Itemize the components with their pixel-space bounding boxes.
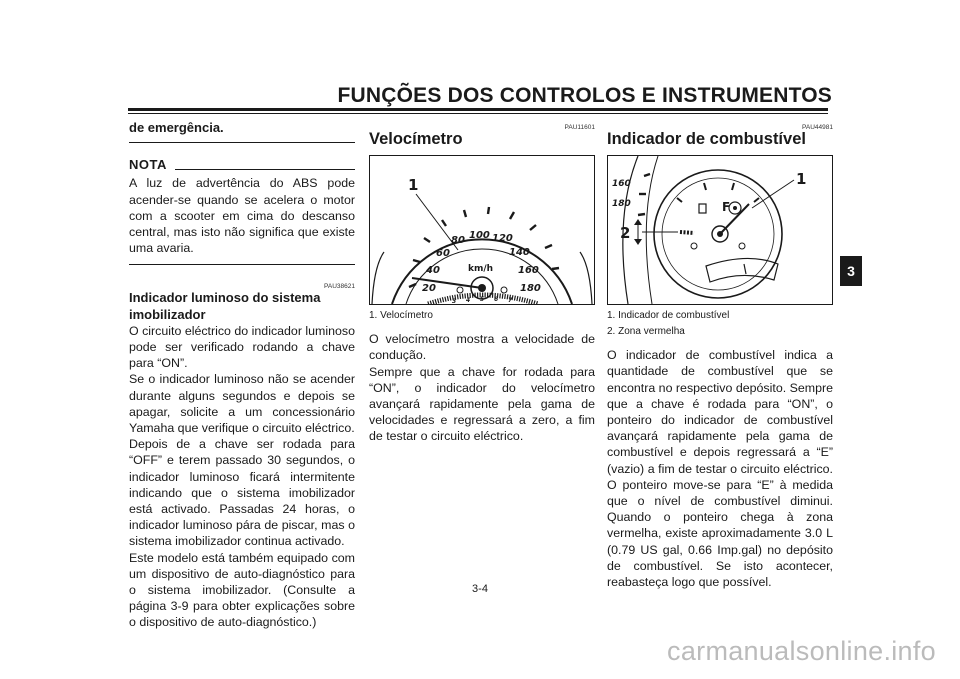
page-number: 3-4	[472, 583, 488, 595]
speed-label-120: 120	[492, 233, 513, 245]
speed-label-80: 80	[451, 235, 465, 247]
tach-label: 6	[494, 296, 499, 304]
speed-label-100: 100	[469, 230, 490, 242]
speed-label-140: 140	[509, 247, 530, 259]
paragraph: Este modelo está também equipado com um dispositivo de auto-diagnóstico para o sistema imobilizador. (Consulte a página 3-9 para obter explicações sobre o dispositivo de auto-diagnóstico.)	[129, 550, 355, 630]
tach-label: 3	[452, 298, 457, 305]
tach-label: 5	[480, 296, 485, 304]
paragraph: Depois de a chave ser rodada para “OFF” e terem passado 30 segundos, o indicador luminoso ficará intermitente indicando que o sistema imobilizador está activado. Passadas 24 horas, o indicador luminoso pára de piscar, mas o sistema imobilizador continua activado.	[129, 437, 355, 549]
section-code: PAU11601	[564, 124, 595, 131]
note-header	[129, 157, 355, 173]
watermark: carmanualsonline.info	[667, 636, 936, 666]
callout-number-2: 2	[620, 224, 631, 243]
column-right	[607, 120, 833, 590]
speed-label-180: 180	[520, 283, 541, 295]
column-left	[129, 120, 355, 631]
speed-label-40: 40	[426, 265, 440, 277]
tach-label: 7	[508, 297, 513, 305]
title-rule-thin	[128, 113, 828, 114]
heading-rule	[129, 142, 355, 143]
section-title-immobilizer: Indicador luminoso do sistema imobilizador	[129, 290, 321, 322]
section-title-fuel-gauge: Indicador de combustível	[607, 130, 806, 148]
page-title: FUNÇÕES DOS CONTROLOS E INSTRUMENTOS	[337, 84, 832, 107]
note-label: NOTA	[129, 157, 167, 173]
chapter-tab[interactable]: 3	[840, 256, 862, 286]
lead-heading: de emergência.	[129, 120, 224, 135]
speed-label-160: 160	[612, 179, 631, 190]
column-middle	[369, 120, 595, 445]
title-rule-thick	[128, 108, 828, 111]
body-text: O indicador de combustível indica a quantidade de combustível que se encontra no respectivo depósito. Sempre que a chave é rodada para “ON”, o ponteiro do indicador de combustível avançará rapidamente pela gama de combustível e depois regressará a “E” (vazio) a fim de testar o circuito eléctrico. O ponteiro move-se para “E” à medida que o nível de combustível diminui. Quando o ponteiro chega à zona vermelha, existe aproximadamente 3.0 L (0.79 US gal, 0.66 Imp.gal) no depósito de combustível. Se isto acontecer, reabasteça logo que possível.	[607, 348, 833, 590]
speed-label-180: 180	[612, 199, 631, 210]
tach-label: 4	[466, 297, 471, 305]
body-text: O velocímetro mostra a velocidade de condução. Sempre que a chave for rodada para “ON”, o indicador do velocímetro avançará rapidamente pela gama de velocidades e regressará a zero, a fim de testar o circuito eléctrico.	[369, 332, 595, 444]
speed-label-20: 20	[422, 283, 436, 295]
section-title-speedometer: Velocímetro	[369, 130, 463, 148]
speed-label-60: 60	[436, 248, 450, 260]
note-line	[175, 169, 355, 170]
section-code: PAU44981	[802, 124, 833, 131]
paragraph: O circuito eléctrico do indicador luminoso pode ser verificado rodando a chave para “ON”.	[129, 323, 355, 371]
fuel-gauge-figure	[607, 155, 833, 305]
note-text: A luz de advertência do ABS pode acender-se quando se acelera o motor com a scooter em cima do descanso central, mas isto não significa que existe uma avaria.	[129, 176, 355, 256]
unit-label: km/h	[468, 264, 494, 275]
fuel-pump-icon	[699, 204, 706, 213]
full-label: F	[722, 200, 731, 215]
figure-caption: 1. Indicador de combustível	[607, 310, 730, 322]
callout-number-1: 1	[796, 170, 807, 189]
note-end-rule	[129, 264, 355, 265]
speedometer-figure	[369, 155, 595, 305]
speedometer-illustration	[370, 156, 594, 304]
speed-label-160: 160	[518, 265, 539, 277]
section-code: PAU38621	[324, 283, 355, 291]
callout-number: 1	[408, 176, 419, 195]
figure-caption: 2. Zona vermelha	[607, 326, 685, 338]
fuel-gauge-illustration	[608, 156, 832, 304]
figure-caption: 1. Velocímetro	[369, 310, 433, 322]
paragraph: Se o indicador luminoso não se acender durante alguns segundos e depois se apagar, solicite a um concessionário Yamaha que verifique o circuito eléctrico.	[129, 372, 355, 436]
